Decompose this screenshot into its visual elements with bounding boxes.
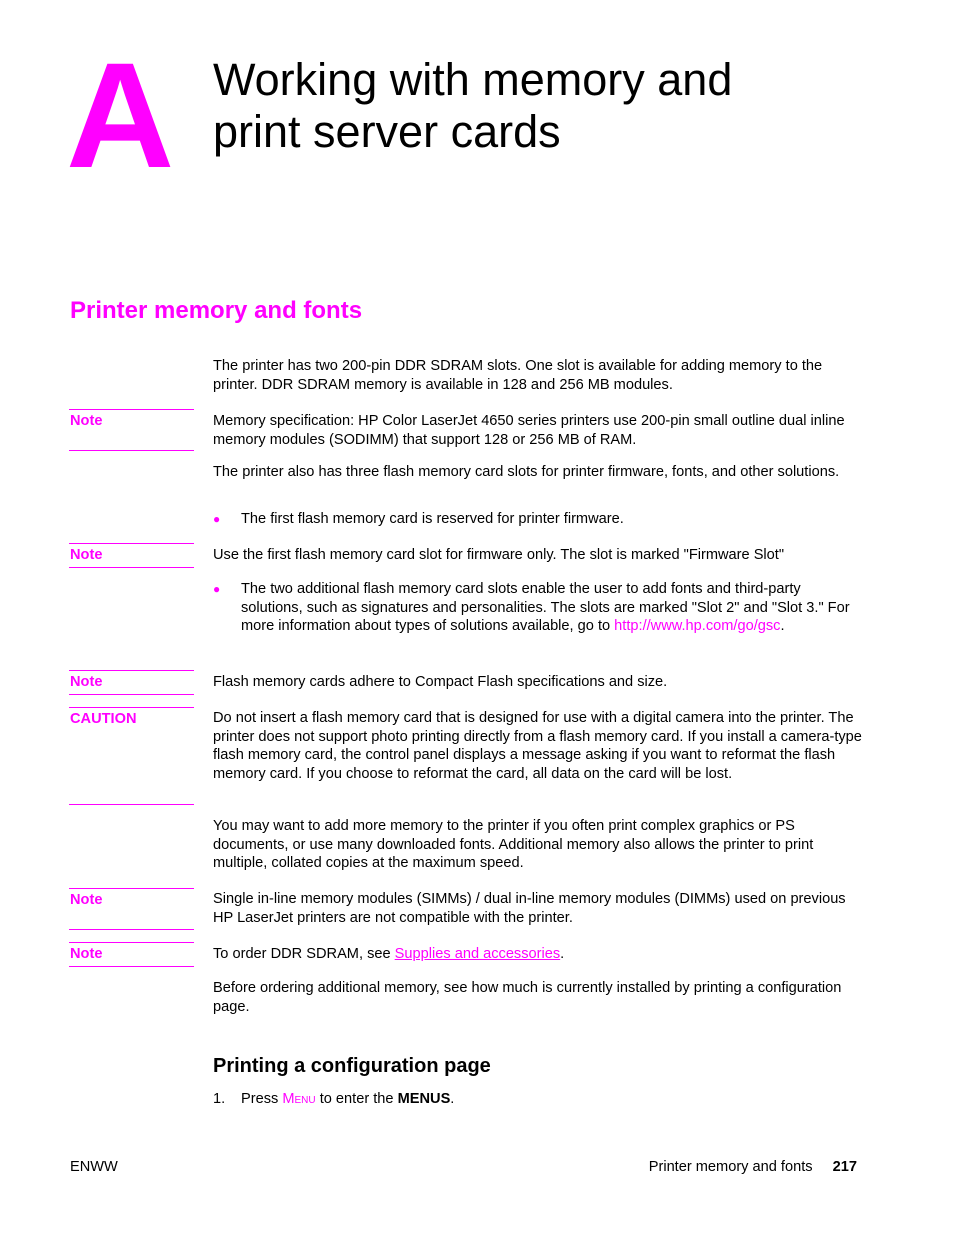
step-prefix: Press — [241, 1091, 283, 1107]
footer-section-name: Printer memory and fonts — [648, 1159, 813, 1175]
note-text-memory-spec: Memory specification: HP Color LaserJet 4650 series printers use 200-pin small outline dual inline memory modules (SODIMM) that support 128 or 256 MB of RAM. — [213, 413, 845, 448]
supplies-and-accessories-link[interactable]: Supplies and accessories — [394, 946, 561, 962]
step-end: . — [450, 1091, 455, 1107]
note-rule-bottom — [69, 966, 194, 967]
note-text-order — [213, 945, 863, 964]
note-text-firmware-slot: Use the first flash memory card slot for firmware only. The slot is marked "Firmware Slot" — [213, 547, 785, 563]
note-text-compact-flash: Flash memory cards adhere to Compact Flash specifications and size. — [213, 674, 668, 690]
note-rule-bottom — [69, 694, 194, 695]
note-label: Note — [70, 674, 103, 690]
footer-right — [649, 1159, 857, 1175]
bullet-text: The first flash memory card is reserved for printer firmware. — [241, 511, 624, 527]
menu-key: Menu — [282, 1091, 316, 1107]
note-label: Note — [70, 547, 103, 563]
hp-gsc-link[interactable]: http://www.hp.com/go/gsc — [614, 618, 781, 635]
chapter-letter: A — [66, 31, 173, 199]
bullet-text — [241, 580, 863, 636]
section-title: Printer memory and fonts — [70, 297, 363, 324]
note-rule-top — [69, 942, 194, 943]
note-rule-top — [69, 670, 194, 671]
step-text — [241, 1090, 454, 1109]
step-number: 1. — [213, 1091, 226, 1107]
chapter-title-line2: print server cards — [213, 106, 561, 157]
menus-bold: MENUS — [397, 1091, 451, 1107]
note-label: Note — [70, 892, 103, 908]
note-rule-top — [69, 543, 194, 544]
chapter-title — [213, 54, 732, 158]
caution-rule-top — [69, 707, 194, 708]
bullet-icon: ● — [213, 512, 221, 526]
page-number: 217 — [832, 1159, 857, 1175]
caution-text: Do not insert a flash memory card that is designed for use with a digital camera into the printer. The printer does not support photo printing directly from a flash memory card. If you install a camera-type flash memory card, the control panel displays a message asking if you want to reformat the flash memory card. If you choose to reformat the card, all data on the card will be lost. — [213, 710, 862, 782]
list-item — [213, 580, 863, 636]
bullet-text-end: . — [780, 618, 785, 635]
bullet-text-body: The two additional flash memory card slots enable the user to add fonts and third-party solutions, such as signatures and personalities. The slots are marked "Slot 2" and "Slot 3." For more information about types of solutions available, go to — [241, 581, 850, 635]
note-rule-bottom — [69, 450, 194, 451]
note-order-suffix: . — [560, 946, 565, 962]
paragraph-slots: The printer has two 200-pin DDR SDRAM slots. One slot is available for adding memory to the printer. DDR SDRAM memory is available in 128 and 256 MB modules. — [213, 358, 823, 393]
list-item — [213, 510, 863, 529]
subsection-title: Printing a configuration page — [213, 1055, 491, 1077]
caution-label: CAUTION — [70, 711, 137, 727]
caution-rule-bottom — [69, 804, 194, 805]
footer-left: ENWW — [70, 1159, 118, 1175]
step-item — [213, 1090, 863, 1109]
step-middle: to enter the — [315, 1091, 398, 1107]
chapter-title-line1: Working with memory and — [213, 54, 733, 105]
note-order-prefix: To order DDR SDRAM, see — [213, 946, 395, 962]
paragraph-add-memory: You may want to add more memory to the printer if you often print complex graphics or PS documents, or use many downloaded fonts. Additional memory also allows the printer to print multiple, collated copies at the maximum speed. — [213, 818, 814, 872]
note-rule-bottom — [69, 929, 194, 930]
note-label: Note — [70, 946, 103, 962]
note-rule-top — [69, 888, 194, 889]
note-rule-top — [69, 409, 194, 410]
bullet-icon: ● — [213, 582, 221, 596]
paragraph-before-ordering: Before ordering additional memory, see how much is currently installed by printing a configuration page. — [213, 980, 842, 1015]
note-rule-bottom — [69, 567, 194, 568]
paragraph-flash-slots: The printer also has three flash memory card slots for printer firmware, fonts, and other solutions. — [213, 464, 840, 480]
note-text-simms: Single in-line memory modules (SIMMs) / dual in-line memory modules (DIMMs) used on previous HP LaserJet printers are not compatible with the printer. — [213, 891, 846, 926]
note-label: Note — [70, 413, 103, 429]
